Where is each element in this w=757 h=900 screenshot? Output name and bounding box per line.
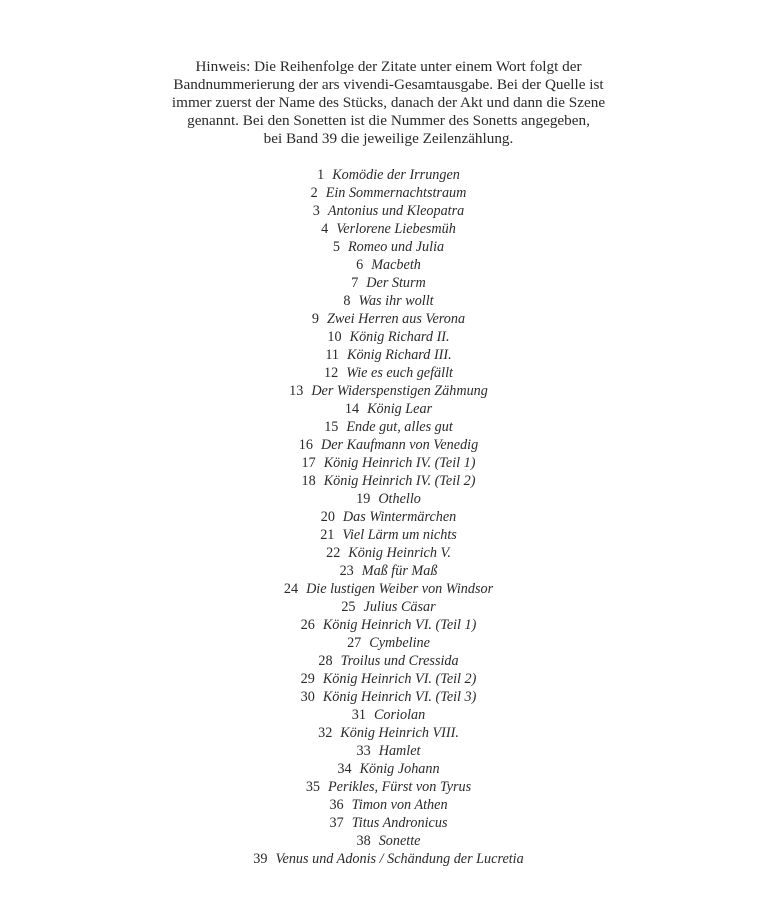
volume-title: Ein Sommernachtstraum <box>325 185 467 201</box>
volume-item <box>0 238 757 256</box>
volume-title: König Heinrich IV. (Teil 1) <box>323 455 476 471</box>
volume-number: 22 <box>326 545 341 561</box>
volume-number: 14 <box>344 401 360 417</box>
volume-title: Zwei Herren aus Verona <box>327 311 466 327</box>
volume-item <box>0 580 757 598</box>
volume-number: 37 <box>329 815 344 831</box>
volume-title: König Johann <box>359 761 440 777</box>
volume-item <box>0 508 757 526</box>
volume-number: 26 <box>300 617 315 633</box>
volume-title: Der Widerspenstigen Zähmung <box>311 383 488 399</box>
volume-title: Maß für Maß <box>361 563 438 579</box>
volume-item <box>0 724 757 742</box>
volume-item <box>0 364 757 382</box>
note-line: Bandnummerierung der ars vivendi-Gesamtausgabe. Bei der Quelle ist <box>173 76 604 93</box>
volume-item <box>0 472 757 490</box>
volume-item <box>0 652 757 670</box>
volume-item <box>0 382 757 400</box>
volume-number: 17 <box>301 455 316 471</box>
volume-item <box>0 256 757 274</box>
volume-item <box>0 184 757 202</box>
volume-number: 35 <box>305 779 320 795</box>
volume-title: König Lear <box>367 401 433 417</box>
volume-item <box>0 166 757 184</box>
volume-item <box>0 706 757 724</box>
volume-number: 9 <box>311 311 320 327</box>
volume-number: 25 <box>341 599 356 615</box>
volume-title: Verlorene Liebesmüh <box>336 221 456 237</box>
volume-number: 5 <box>332 239 340 255</box>
volume-title: König Heinrich VI. (Teil 2) <box>322 671 477 687</box>
note-line: Hinweis: Die Reihenfolge der Zitate unter einem Wort folgt der <box>195 58 582 75</box>
volume-title: Was ihr wollt <box>358 293 434 309</box>
volume-item <box>0 832 757 850</box>
volume-number: 27 <box>347 635 362 651</box>
volume-number: 20 <box>320 509 335 525</box>
volume-item <box>0 346 757 364</box>
volume-title: König Heinrich V. <box>348 545 451 561</box>
volume-number: 29 <box>300 671 315 687</box>
volume-number: 38 <box>356 833 371 849</box>
volume-number: 24 <box>283 581 299 597</box>
volume-item <box>0 454 757 472</box>
volume-number: 30 <box>300 689 315 705</box>
volume-number: 7 <box>351 275 359 291</box>
volume-title: Timon von Athen <box>351 797 448 813</box>
volume-title: Cymbeline <box>369 635 430 651</box>
volume-title: Viel Lärm um nichts <box>342 527 457 543</box>
volume-item <box>0 436 757 454</box>
volume-item <box>0 418 757 436</box>
volume-item <box>0 274 757 292</box>
volume-title: Das Wintermärchen <box>342 509 457 525</box>
volume-item <box>0 292 757 310</box>
volume-item <box>0 850 757 868</box>
volume-title: Sonette <box>378 833 421 849</box>
volume-title: König Heinrich IV. (Teil 2) <box>323 473 476 489</box>
volume-item <box>0 760 757 778</box>
volume-item <box>0 328 757 346</box>
volume-number: 4 <box>321 221 329 237</box>
volume-title: Ende gut, alles gut <box>346 419 453 435</box>
volume-number: 28 <box>318 653 333 669</box>
volume-title: Othello <box>378 491 421 507</box>
volume-title: Antonius und Kleopatra <box>327 203 465 219</box>
volume-title: König Heinrich VIII. <box>340 725 459 741</box>
volume-number: 15 <box>324 419 339 435</box>
volume-number: 11 <box>325 347 339 363</box>
volume-number: 36 <box>329 797 344 813</box>
volume-item <box>0 562 757 580</box>
volume-title: Julius Cäsar <box>363 599 436 615</box>
volume-item <box>0 670 757 688</box>
volume-number: 31 <box>351 707 366 723</box>
volume-number: 32 <box>318 725 333 741</box>
volume-title: Macbeth <box>371 257 421 273</box>
volume-number: 16 <box>298 437 313 453</box>
volume-title: Romeo und Julia <box>347 239 445 255</box>
volume-title: König Richard II. <box>349 329 450 345</box>
volume-number: 34 <box>337 761 352 777</box>
volume-title: Venus und Adonis / Schändung der Lucretia <box>275 851 524 867</box>
volume-title: Troilus und Cressida <box>340 653 459 669</box>
volume-number: 10 <box>327 329 342 345</box>
volume-title: Komödie der Irrungen <box>332 167 460 183</box>
volume-title: Der Sturm <box>366 275 426 291</box>
volume-number: 8 <box>343 293 351 309</box>
volume-item <box>0 490 757 508</box>
volume-title: Coriolan <box>373 707 426 723</box>
volume-item <box>0 526 757 544</box>
volume-number: 19 <box>356 491 371 507</box>
volume-title: Perikles, Fürst von Tyrus <box>328 779 472 795</box>
volume-title: König Heinrich VI. (Teil 3) <box>322 689 477 705</box>
volume-list <box>0 166 757 868</box>
volume-number: 2 <box>310 185 318 201</box>
volume-title: Hamlet <box>378 743 421 759</box>
volume-title: König Heinrich VI. (Teil 1) <box>322 617 477 633</box>
volume-number: 1 <box>317 167 325 183</box>
volume-item <box>0 544 757 562</box>
volume-item <box>0 202 757 220</box>
volume-item <box>0 814 757 832</box>
volume-number: 13 <box>289 383 304 399</box>
volume-title: Die lustigen Weiber von Windsor <box>306 581 494 597</box>
volume-number: 12 <box>324 365 339 381</box>
volume-number: 6 <box>356 257 364 273</box>
volume-number: 18 <box>301 473 316 489</box>
volume-item <box>0 220 757 238</box>
volume-title: König Richard III. <box>346 347 452 363</box>
volume-item <box>0 778 757 796</box>
volume-item <box>0 310 757 328</box>
volume-item <box>0 688 757 706</box>
volume-number: 3 <box>312 203 320 219</box>
volume-number: 21 <box>320 527 335 543</box>
volume-item <box>0 400 757 418</box>
volume-item <box>0 598 757 616</box>
volume-title: Wie es euch gefällt <box>346 365 453 381</box>
volume-number: 39 <box>253 851 268 867</box>
volume-item <box>0 796 757 814</box>
note-line: immer zuerst der Name des Stücks, danach der Akt und dann die Szene <box>171 94 606 111</box>
volume-item <box>0 616 757 634</box>
note-line: genannt. Bei den Sonetten ist die Nummer des Sonetts angegeben, <box>187 112 590 129</box>
note-line: bei Band 39 die jeweilige Zeilenzählung. <box>263 130 514 147</box>
volume-number: 33 <box>356 743 371 759</box>
volume-number: 23 <box>339 563 354 579</box>
editorial-note <box>150 58 627 148</box>
volume-item <box>0 634 757 652</box>
volume-title: Titus Andronicus <box>351 815 448 831</box>
volume-title: Der Kaufmann von Venedig <box>320 437 479 453</box>
volume-item <box>0 742 757 760</box>
